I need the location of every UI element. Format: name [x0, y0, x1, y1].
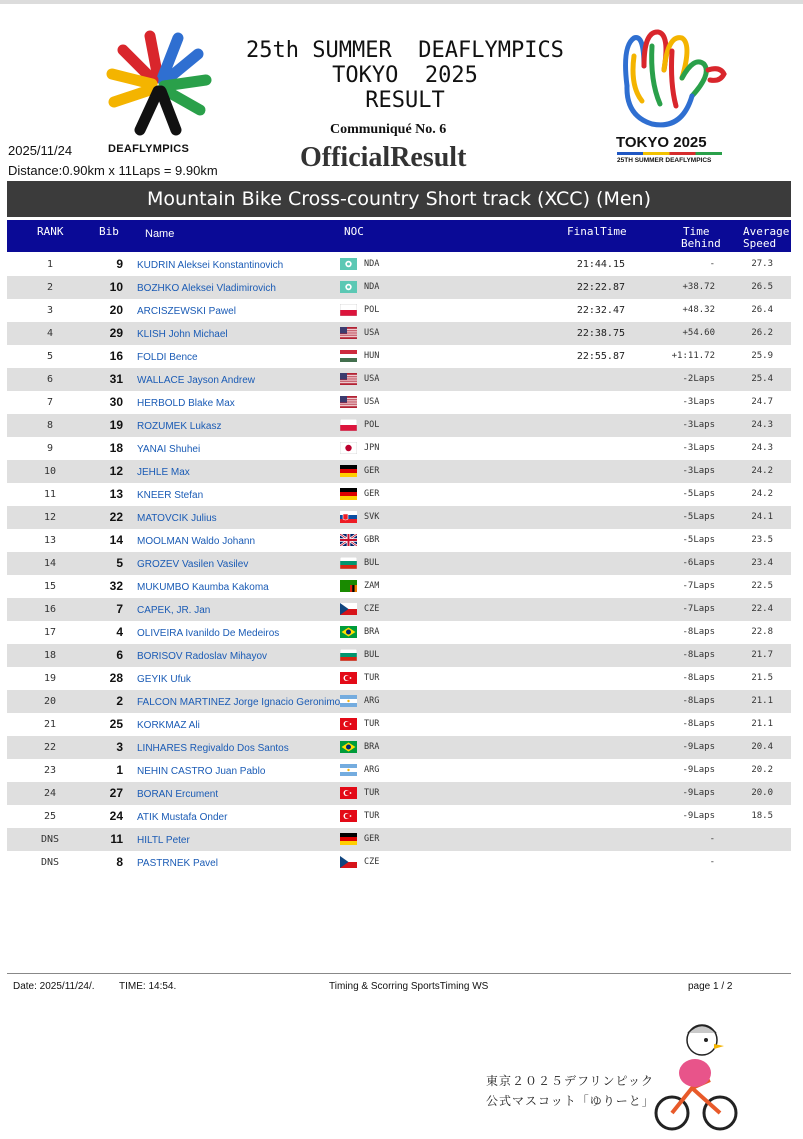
bib-cell: 8: [116, 855, 123, 869]
athlete-name-link[interactable]: KNEER Stefan: [137, 490, 204, 501]
header-time-behind-1: Time: [683, 225, 710, 238]
noc-cell: TUR: [364, 719, 380, 729]
table-row: [7, 437, 791, 460]
rank-cell: 11: [43, 489, 57, 500]
athlete-name-link[interactable]: GEYIK Ufuk: [137, 674, 191, 685]
athlete-name-link[interactable]: YANAI Shuhei: [137, 444, 201, 455]
average-speed-cell: 24.1: [751, 512, 773, 522]
mascot-caption-2: 公式マスコット「ゆりーと」: [486, 1094, 655, 1108]
athlete-name-link[interactable]: HILTL Peter: [137, 835, 190, 846]
usa-flag-icon: [340, 373, 357, 385]
ger-flag-icon: [340, 488, 357, 500]
average-speed-cell: 26.4: [751, 305, 773, 315]
usa-flag-icon: [340, 327, 357, 339]
document-title: 25th SUMMER DEAFLYMPICS TOKYO 2025 RESULT: [246, 38, 564, 113]
footer-divider: [7, 973, 791, 974]
average-speed-cell: 26.5: [751, 282, 773, 292]
average-speed-cell: 21.1: [751, 719, 773, 729]
time-behind-cell: +48.32: [682, 305, 715, 315]
noc-cell: TUR: [364, 788, 380, 798]
bib-cell: 27: [109, 786, 123, 800]
time-behind-cell: -3Laps: [682, 397, 715, 407]
athlete-name-link[interactable]: FOLDI Bence: [137, 352, 198, 363]
table-row: [7, 460, 791, 483]
time-behind-cell: -9Laps: [682, 765, 715, 775]
table-row: [7, 368, 791, 391]
noc-cell: BUL: [364, 558, 380, 568]
final-time-cell: 22:32.47: [576, 305, 625, 316]
athlete-name-link[interactable]: GROZEV Vasilen Vasilev: [137, 559, 249, 570]
bul-flag-icon: [340, 649, 357, 661]
table-row: [7, 851, 791, 874]
time-behind-cell: -8Laps: [682, 719, 715, 729]
average-speed-cell: 20.0: [751, 788, 773, 798]
athlete-name-link[interactable]: WALLACE Jayson Andrew: [137, 375, 256, 386]
average-speed-cell: 27.3: [751, 259, 773, 269]
athlete-name-link[interactable]: BORISOV Radoslav Mihayov: [137, 651, 268, 662]
table-row: [7, 276, 791, 299]
table-row: [7, 805, 791, 828]
noc-cell: TUR: [364, 811, 380, 821]
noc-cell: USA: [364, 328, 380, 338]
ger-flag-icon: [340, 833, 357, 845]
time-behind-cell: -: [709, 834, 715, 844]
footer-date: Date: 2025/11/24/.: [13, 981, 95, 992]
rank-cell: 16: [43, 604, 57, 615]
table-row: [7, 575, 791, 598]
bib-cell: 14: [109, 533, 123, 547]
rank-cell: 3: [46, 305, 54, 316]
bra-flag-icon: [340, 741, 357, 753]
table-row: [7, 644, 791, 667]
athlete-name-link[interactable]: MATOVCIK Julius: [137, 513, 217, 524]
noc-cell: ARG: [364, 696, 380, 706]
table-row: [7, 759, 791, 782]
bib-cell: 10: [109, 280, 123, 294]
bib-cell: 12: [109, 464, 123, 478]
average-speed-cell: 24.3: [751, 420, 773, 430]
bul-flag-icon: [340, 557, 357, 569]
hun-flag-icon: [340, 350, 357, 362]
time-behind-cell: -9Laps: [682, 742, 715, 752]
bib-cell: 31: [109, 372, 123, 386]
noc-cell: BUL: [364, 650, 380, 660]
rank-cell: 23: [43, 765, 57, 776]
bib-cell: 20: [109, 303, 123, 317]
table-row: [7, 345, 791, 368]
time-behind-cell: -: [709, 857, 715, 867]
tur-flag-icon: [340, 672, 357, 684]
bib-cell: 29: [109, 326, 123, 340]
rank-cell: 5: [46, 351, 54, 362]
rank-cell: DNS: [40, 857, 60, 868]
average-speed-cell: 22.4: [751, 604, 773, 614]
rank-cell: 13: [43, 535, 57, 546]
bib-cell: 4: [116, 625, 123, 639]
time-behind-cell: -9Laps: [682, 811, 715, 821]
noc-cell: JPN: [364, 443, 380, 453]
noc-cell: HUN: [364, 351, 380, 361]
header-noc: NOC: [344, 225, 364, 238]
average-speed-cell: 18.5: [751, 811, 773, 821]
table-row: [7, 713, 791, 736]
average-speed-cell: 23.4: [751, 558, 773, 568]
time-behind-cell: -3Laps: [682, 466, 715, 476]
athlete-name-link[interactable]: OLIVEIRA Ivanildo De Medeiros: [137, 628, 280, 639]
tokyo-2025-logo-text: TOKYO 2025: [616, 134, 707, 151]
bib-cell: 11: [110, 832, 123, 846]
rank-cell: 21: [43, 719, 57, 730]
rank-cell: 8: [46, 420, 54, 431]
tokyo-color-bar: [617, 152, 722, 155]
mascot-caption-1: 東京２０２５デフリンピック: [486, 1074, 655, 1088]
event-distance: Distance:0.90km x 11Laps = 9.90km: [8, 163, 218, 178]
athlete-name-link[interactable]: ROZUMEK Lukasz: [137, 421, 222, 432]
table-row: [7, 414, 791, 437]
average-speed-cell: 20.4: [751, 742, 773, 752]
svk-flag-icon: [340, 511, 357, 523]
average-speed-cell: 24.2: [751, 466, 773, 476]
header-final-time: FinalTime: [567, 225, 627, 238]
bib-cell: 19: [109, 418, 123, 432]
time-behind-cell: +1:11.72: [671, 351, 715, 361]
table-row: [7, 253, 791, 276]
bib-cell: 5: [116, 556, 123, 570]
noc-cell: POL: [364, 305, 380, 315]
table-row: [7, 667, 791, 690]
bra-flag-icon: [340, 626, 357, 638]
average-speed-cell: 20.2: [751, 765, 773, 775]
noc-cell: ARG: [364, 765, 380, 775]
rank-cell: 17: [43, 627, 57, 638]
header-speed-1: Average: [743, 225, 790, 238]
bib-cell: 3: [116, 740, 123, 754]
cze-flag-icon: [340, 856, 357, 868]
tokyo-2025-logo: [612, 26, 730, 136]
noc-cell: NDA: [364, 282, 380, 292]
noc-cell: ZAM: [364, 581, 380, 591]
rank-cell: 18: [43, 650, 57, 661]
noc-cell: CZE: [364, 857, 380, 867]
jpn-flag-icon: [340, 442, 357, 454]
rank-cell: 1: [46, 259, 54, 270]
athlete-name-link[interactable]: BORAN Ercument: [137, 789, 219, 800]
average-speed-cell: 21.1: [751, 696, 773, 706]
athlete-name-link[interactable]: MOOLMAN Waldo Johann: [137, 536, 256, 547]
athlete-name-link[interactable]: KUDRIN Aleksei Konstantinovich: [137, 260, 284, 271]
noc-cell: SVK: [364, 512, 380, 522]
bib-cell: 6: [116, 648, 123, 662]
tur-flag-icon: [340, 718, 357, 730]
athlete-name-link[interactable]: LINHARES Regivaldo Dos Santos: [137, 743, 289, 754]
table-row: [7, 391, 791, 414]
athlete-name-link[interactable]: ARCISZEWSKI Pawel: [137, 306, 236, 317]
event-date: 2025/11/24: [8, 143, 73, 158]
header-rank: RANK: [37, 225, 64, 238]
event-title-bar: Mountain Bike Cross-country Short track (XCC) (Men): [7, 181, 791, 217]
official-result-label: OfficialResult: [300, 142, 467, 173]
bib-cell: 30: [109, 395, 123, 409]
header-bib: Bib: [99, 225, 119, 238]
nda-flag-icon: [340, 258, 357, 270]
average-speed-cell: 26.2: [751, 328, 773, 338]
bib-cell: 16: [109, 349, 123, 363]
table-row: [7, 299, 791, 322]
rank-cell: 6: [46, 374, 54, 385]
average-speed-cell: 22.8: [751, 627, 773, 637]
average-speed-cell: 21.5: [751, 673, 773, 683]
time-behind-cell: -5Laps: [682, 489, 715, 499]
table-row: [7, 621, 791, 644]
rank-cell: 15: [43, 581, 57, 592]
deaflympics-logo: [100, 22, 220, 162]
final-time-cell: 22:55.87: [576, 351, 625, 362]
arg-flag-icon: [340, 764, 357, 776]
rank-cell: 20: [43, 696, 57, 707]
rank-cell: 9: [46, 443, 54, 454]
time-behind-cell: -8Laps: [682, 696, 715, 706]
ger-flag-icon: [340, 465, 357, 477]
rank-cell: 25: [43, 811, 57, 822]
time-behind-cell: -3Laps: [682, 443, 715, 453]
top-border: [0, 0, 803, 4]
bib-cell: 13: [109, 487, 123, 501]
noc-cell: GER: [364, 834, 380, 844]
table-row: [7, 552, 791, 575]
communique-label: Communiqué No. 6: [330, 122, 447, 137]
rank-cell: 22: [43, 742, 57, 753]
results-header: [7, 220, 791, 252]
noc-cell: NDA: [364, 259, 380, 269]
noc-cell: GBR: [364, 535, 380, 545]
athlete-name-link[interactable]: BOZHKO Aleksei Vladimirovich: [137, 283, 276, 294]
usa-flag-icon: [340, 396, 357, 408]
average-speed-cell: 24.2: [751, 489, 773, 499]
bib-cell: 1: [116, 763, 123, 777]
header-speed-2: Speed: [743, 237, 777, 250]
tur-flag-icon: [340, 787, 357, 799]
time-behind-cell: -8Laps: [682, 627, 715, 637]
time-behind-cell: -5Laps: [682, 535, 715, 545]
time-behind-cell: -8Laps: [682, 673, 715, 683]
rank-cell: 12: [43, 512, 57, 523]
noc-cell: CZE: [364, 604, 380, 614]
rank-cell: 19: [43, 673, 57, 684]
mascot-illustration: [650, 1018, 740, 1133]
time-behind-cell: -2Laps: [682, 374, 715, 384]
average-speed-cell: 23.5: [751, 535, 773, 545]
gbr-flag-icon: [340, 534, 357, 546]
rank-cell: 24: [43, 788, 57, 799]
average-speed-cell: 22.5: [751, 581, 773, 591]
time-behind-cell: +38.72: [682, 282, 715, 292]
average-speed-cell: 25.4: [751, 374, 773, 384]
final-time-cell: 22:22.87: [576, 282, 625, 293]
cze-flag-icon: [340, 603, 357, 615]
bib-cell: 9: [116, 257, 123, 271]
rank-cell: 7: [46, 397, 54, 408]
zam-flag-icon: [340, 580, 357, 592]
final-time-cell: 22:38.75: [576, 328, 625, 339]
athlete-name-link[interactable]: HERBOLD Blake Max: [137, 398, 235, 409]
table-row: [7, 529, 791, 552]
time-behind-cell: -3Laps: [682, 420, 715, 430]
header-name: Name: [145, 228, 175, 240]
tur-flag-icon: [340, 810, 357, 822]
athlete-name-link[interactable]: ATIK Mustafa Onder: [137, 812, 228, 823]
table-row: [7, 782, 791, 805]
rank-cell: 4: [46, 328, 54, 339]
average-speed-cell: 21.7: [751, 650, 773, 660]
rank-cell: DNS: [40, 834, 60, 845]
athlete-name-link[interactable]: MUKUMBO Kaumba Kakoma: [137, 582, 269, 593]
noc-cell: BRA: [364, 627, 380, 637]
athlete-name-link[interactable]: KLISH John Michael: [137, 329, 228, 340]
noc-cell: BRA: [364, 742, 380, 752]
noc-cell: GER: [364, 466, 380, 476]
time-behind-cell: -5Laps: [682, 512, 715, 522]
time-behind-cell: -7Laps: [682, 604, 715, 614]
bib-cell: 32: [109, 579, 123, 593]
athlete-name-link[interactable]: FALCON MARTINEZ Jorge Ignacio Geronimo: [137, 697, 341, 708]
rank-cell: 14: [43, 558, 57, 569]
noc-cell: USA: [364, 374, 380, 384]
results-table: [7, 253, 791, 874]
tokyo-logo-subtitle: 25TH SUMMER DEAFLYMPICS: [617, 157, 712, 164]
noc-cell: USA: [364, 397, 380, 407]
table-row: [7, 598, 791, 621]
time-behind-cell: +54.60: [682, 328, 715, 338]
athlete-name-link[interactable]: PASTRNEK Pavel: [137, 858, 218, 869]
table-row: [7, 322, 791, 345]
athlete-name-link[interactable]: CAPEK, JR. Jan: [137, 605, 211, 616]
time-behind-cell: -: [709, 259, 715, 269]
time-behind-cell: -9Laps: [682, 788, 715, 798]
bib-cell: 28: [109, 671, 123, 685]
table-row: [7, 690, 791, 713]
footer-timing: Timing & Scorring SportsTiming WS: [329, 981, 489, 992]
pol-flag-icon: [340, 304, 357, 316]
table-row: [7, 736, 791, 759]
bib-cell: 2: [116, 694, 123, 708]
bib-cell: 18: [109, 441, 123, 455]
average-speed-cell: 24.3: [751, 443, 773, 453]
noc-cell: GER: [364, 489, 380, 499]
bib-cell: 22: [109, 510, 123, 524]
header-time-behind-2: Behind: [681, 237, 721, 250]
bib-cell: 7: [116, 602, 123, 616]
time-behind-cell: -6Laps: [682, 558, 715, 568]
average-speed-cell: 24.7: [751, 397, 773, 407]
table-row: [7, 828, 791, 851]
table-row: [7, 506, 791, 529]
athlete-name-link[interactable]: KORKMAZ Ali: [137, 720, 200, 731]
rank-cell: 10: [43, 466, 57, 477]
final-time-cell: 21:44.15: [576, 259, 625, 270]
bib-cell: 24: [109, 809, 123, 823]
deaflympics-logo-text: DEAFLYMPICS: [108, 143, 190, 155]
time-behind-cell: -8Laps: [682, 650, 715, 660]
table-row: [7, 483, 791, 506]
average-speed-cell: 25.9: [751, 351, 773, 361]
athlete-name-link[interactable]: NEHIN CASTRO Juan Pablo: [137, 766, 266, 777]
footer-time: TIME: 14:54.: [119, 981, 177, 992]
time-behind-cell: -7Laps: [682, 581, 715, 591]
bib-cell: 25: [109, 717, 123, 731]
nda-flag-icon: [340, 281, 357, 293]
athlete-name-link[interactable]: JEHLE Max: [137, 467, 190, 478]
footer-page: page 1 / 2: [688, 981, 733, 992]
rank-cell: 2: [46, 282, 54, 293]
noc-cell: POL: [364, 420, 380, 430]
arg-flag-icon: [340, 695, 357, 707]
noc-cell: TUR: [364, 673, 380, 683]
pol-flag-icon: [340, 419, 357, 431]
